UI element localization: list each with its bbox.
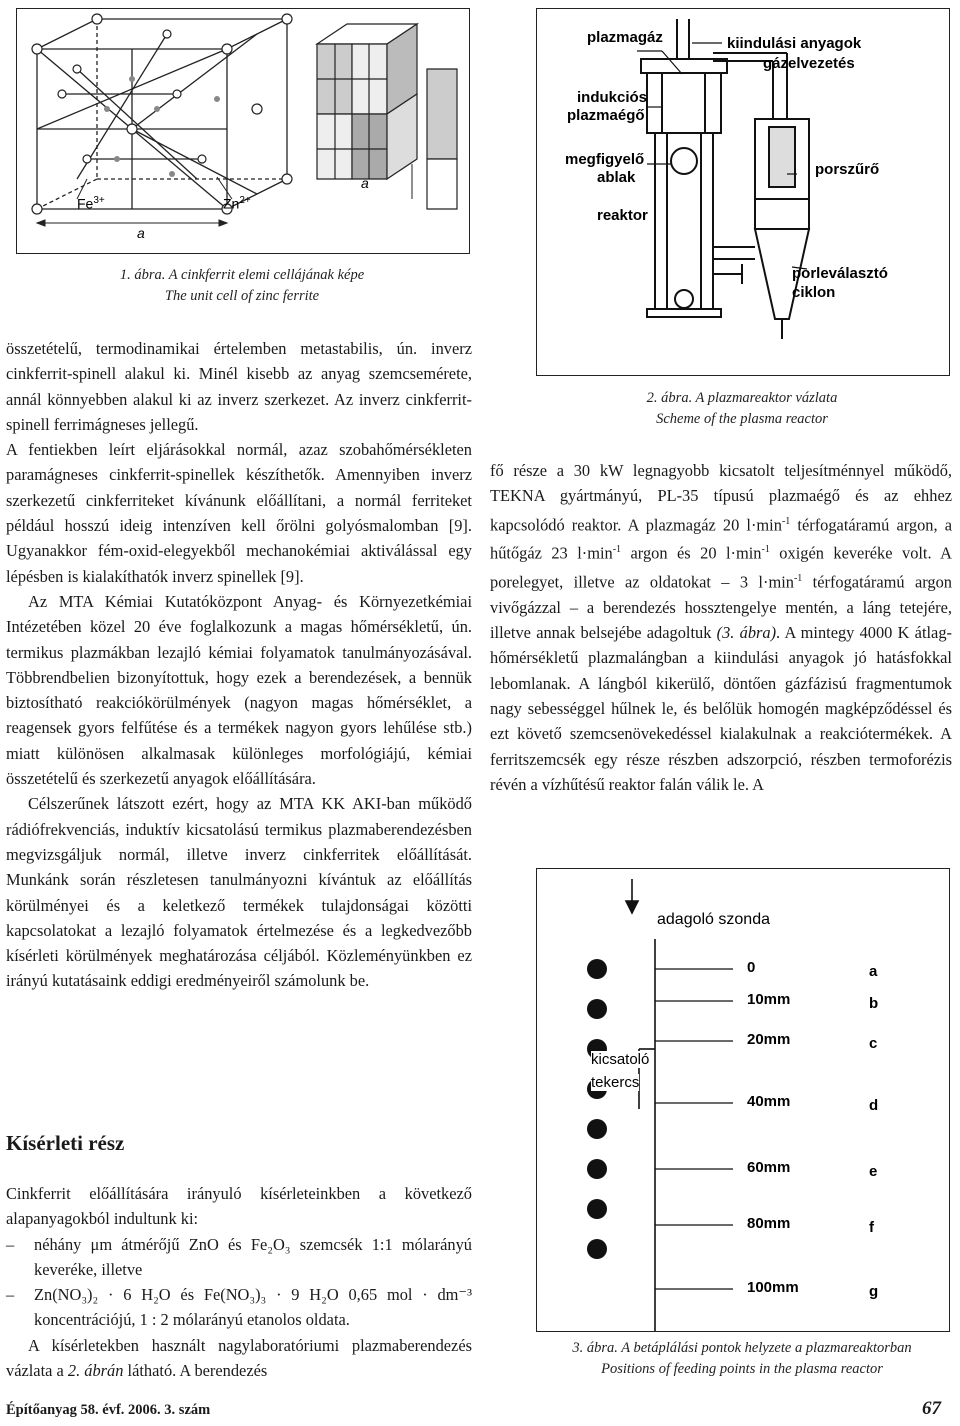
feeding-point-distance: 100mm — [747, 1279, 799, 1296]
feeding-point-letter: g — [869, 1283, 879, 1300]
feeding-point-letter: a — [869, 963, 878, 980]
list-item-2-text: Zn(NO₃)₂ · 6 H₂O és Fe(NO₃)₃ · 9 H₂O 0,65 mol · dm⁻³ koncentrációjú, 1 : 2 mólarányú etanolos oldata. — [34, 1285, 472, 1330]
label-indukcios: indukciós — [577, 89, 648, 106]
feeding-point-distance: 20mm — [747, 1031, 791, 1048]
left-paragraph-6-a: A kísérletekben használt nagylaboratóriumi plazmaberendezés vázlata a — [6, 1335, 472, 1381]
left-column-text-lower — [6, 1181, 472, 1383]
figure-3-reference: (3. ábra) — [716, 623, 777, 643]
list-item-1 — [6, 1232, 472, 1283]
label-reaktor: reaktor — [597, 207, 648, 224]
label-megfigyelo: megfigyelő — [565, 151, 645, 168]
label-ablak: ablak — [597, 169, 636, 186]
journal-footer: Építőanyag 58. évf. 2006. 3. szám — [6, 1402, 211, 1418]
page-number: 67 — [922, 1398, 941, 1419]
fe-ion-label: $Fe^{3+}$ — [77, 195, 105, 212]
label-porszuro: porszűrő — [815, 161, 880, 178]
feeding-point-letter: c — [869, 1035, 878, 1052]
list-item-2 — [6, 1282, 472, 1333]
feeding-points-drawing — [537, 869, 949, 1331]
left-paragraph-2: A fentiekben leírt eljárásokkal normál, azaz szobahőmérsékleten paramágneses cinkferrit-spinellek készíthetők. Amennyiben inverz szerkezetű cinkferriteket kívánunk előállítani, a normál ferriteket például hosszú ideig intenzíven kell őrölni golyósmalomban [9]. Ugyanakkor fém-oxid-elegyekből mechanokémiai aktiválással egy lépésben is kialakíthatók inverz spinellek [9]. — [6, 440, 472, 586]
figure-1-unit-cell — [16, 8, 470, 254]
plasma-reactor-drawing — [537, 9, 949, 375]
feeding-point-distance: 80mm — [747, 1215, 791, 1232]
figure-2-caption — [536, 388, 948, 430]
left-paragraph-1: összetételű, termodinamikai értelemben metastabilis, ún. inverz cinkferrit-spinell alakul ki. Minél kisebb az anyag szemcsemérete, annál könnyebben alakul ki az inverz szerkezet. Az inverz cinkferrit-spinell ferrimágneses jellegű. — [6, 339, 472, 434]
lattice-a-label-right: a — [361, 175, 369, 191]
feeding-point-distance: 10mm — [747, 991, 791, 1008]
feeding-point-letter: e — [869, 1163, 878, 1180]
figure-2-plasma-reactor — [536, 8, 950, 376]
feeding-point-letter: f — [869, 1219, 874, 1236]
feeding-probe-label: adagoló szonda — [657, 911, 770, 928]
list-dash-1: – — [6, 1234, 15, 1254]
section-heading-experimental: Kísérleti rész — [6, 1131, 125, 1155]
zn-ion-label: $Zn^{2+}$ — [223, 195, 251, 212]
feeding-point-distance: 40mm — [747, 1093, 791, 1110]
label-plazmaego: plazmaégő — [567, 107, 645, 124]
left-column-text — [6, 336, 472, 994]
coupling-coil-label-1: kicsatoló — [591, 1051, 650, 1068]
label-kiindulasi: kiindulási anyagok — [727, 35, 862, 52]
label-gazelvezetes: gázelvezetés — [763, 55, 855, 72]
figure-3-caption — [516, 1338, 960, 1380]
left-paragraph-6 — [6, 1333, 472, 1384]
right-paragraph-1: fő része a 30 kW legnagyobb kicsatolt teljesítménnyel működő, TEKNA gyártmányú, PL-35 típusú plazmaégő és az ehhez kapcsolódó reaktor. A plazmagáz 20 $l\cdot\min^{-1}$ térfogatáramú argon, a hűtőgáz 23 $l\cdot\min^{-1}$ argon és 20 $l\cdot\min^{-1}$ oxigén keveréke volt. A porelegyet, illetve az oldatokat – 3 $l\cdot\min^{-1}$ térfogatáramú argon vivőgázzal – a berendezés hossztengelye mentén, a láng tetejére, illetve annak belsejébe adagoltuk (3. ábra). A mintegy 4000 K átlag-hőmérsékletű plazmalángban a kiindulási anyagok jó hatásfokkal lebomlanak. A lángból kikerülő, döntően gázfázisú fragmentumok nagy sebességgel hűlnek le, és belőlük homogén magképződéssel és ezt követő szemcsenövekedéssel kialakulnak a reakciótermékek. A ferritszemcsék egy része részben adszorpció, részben termoforézis révén a vízhűtésű reaktor falán válik le. A — [490, 461, 952, 794]
left-paragraph-5: Cinkferrit előállítására irányuló kísérleteinkben a következő alapanyagokból indultunk ki: — [6, 1184, 472, 1229]
left-paragraph-4: Célszerűnek látszott ezért, hogy az MTA KK AKI-ban működő rádiófrekvenciás, induktív kicsatolású termikus plazmaberendezésben megvizsgáljuk normál, illetve inverz cinkferritek előállítását. Munkánk során részletesen tanulmányozni kívántuk az előállítás körülményei és a keletkező termékek tulajdonságai közötti kapcsolatokat a lezajló folyamatok értelmezése és a legkedvezőbb kísérleti körülmények meghatározása céljából. Közleményünkben ez irányú kutatásaink eddigi eredményeiről számolunk be. — [6, 794, 472, 991]
left-paragraph-6-b: látható. A berendezés — [123, 1361, 268, 1381]
figure-1-caption — [16, 265, 468, 307]
list-dash-2: – — [6, 1285, 15, 1305]
list-item-1-text: néhány μm átmérőjű ZnO és Fe₂O₃ szemcsék 1:1 mólarányú keveréke, illetve — [34, 1234, 472, 1279]
label-plazmagaz: plazmagáz — [587, 29, 663, 46]
figure-2-reference: 2. ábrán — [67, 1361, 124, 1381]
figure-1-caption-en: The unit cell of zinc ferrite — [164, 288, 320, 304]
unit-cell-drawing — [17, 9, 469, 253]
figure-3-caption-hu: 3. ábra. A betáplálási pontok helyzete a plazmareaktorban — [572, 1340, 912, 1356]
figure-3-feeding-points — [536, 868, 950, 1332]
figure-2-caption-en: Scheme of the plasma reactor — [656, 411, 828, 427]
figure-3-caption-en: Positions of feeding points in the plasma reactor — [601, 1361, 883, 1377]
feeding-point-letter: d — [869, 1097, 879, 1114]
feeding-point-distance: 60mm — [747, 1159, 791, 1176]
coupling-coil-label-2: tekercs — [591, 1074, 640, 1091]
lattice-a-label-bottom: a — [137, 225, 145, 241]
feeding-point-letter: b — [869, 995, 879, 1012]
feeding-point-distance: 0 — [747, 959, 756, 976]
label-porlevalaszto: porleválasztó — [792, 265, 888, 282]
figure-2-caption-hu: 2. ábra. A plazmareaktor vázlata — [646, 390, 838, 406]
figure-1-caption-hu: 1. ábra. A cinkferrit elemi cellájának képe — [119, 267, 365, 283]
right-column-text — [490, 458, 952, 797]
label-ciklon: ciklon — [792, 284, 836, 301]
left-paragraph-3: Az MTA Kémiai Kutatóközpont Anyag- és Környezetkémiai Intézetében közel 20 éve foglalkozunk a magas hőmérsékletű, ún. termikus plazmákban lezajló kémiai folyamatok tanulmányozásával. Többrendbelien bizonyítottuk, hogy ezek a berendezések, a bennük biztosítható reakciókörülmények (nagyon magas hőmérséklet, a reagensek gyors felfűtése és a termékek nagyon gyors lehűlése stb.) miatt különösen alkalmasak különleges morfológiájú, kémiai összetételű és szerkezetű anyagok előállítására. — [6, 591, 472, 789]
